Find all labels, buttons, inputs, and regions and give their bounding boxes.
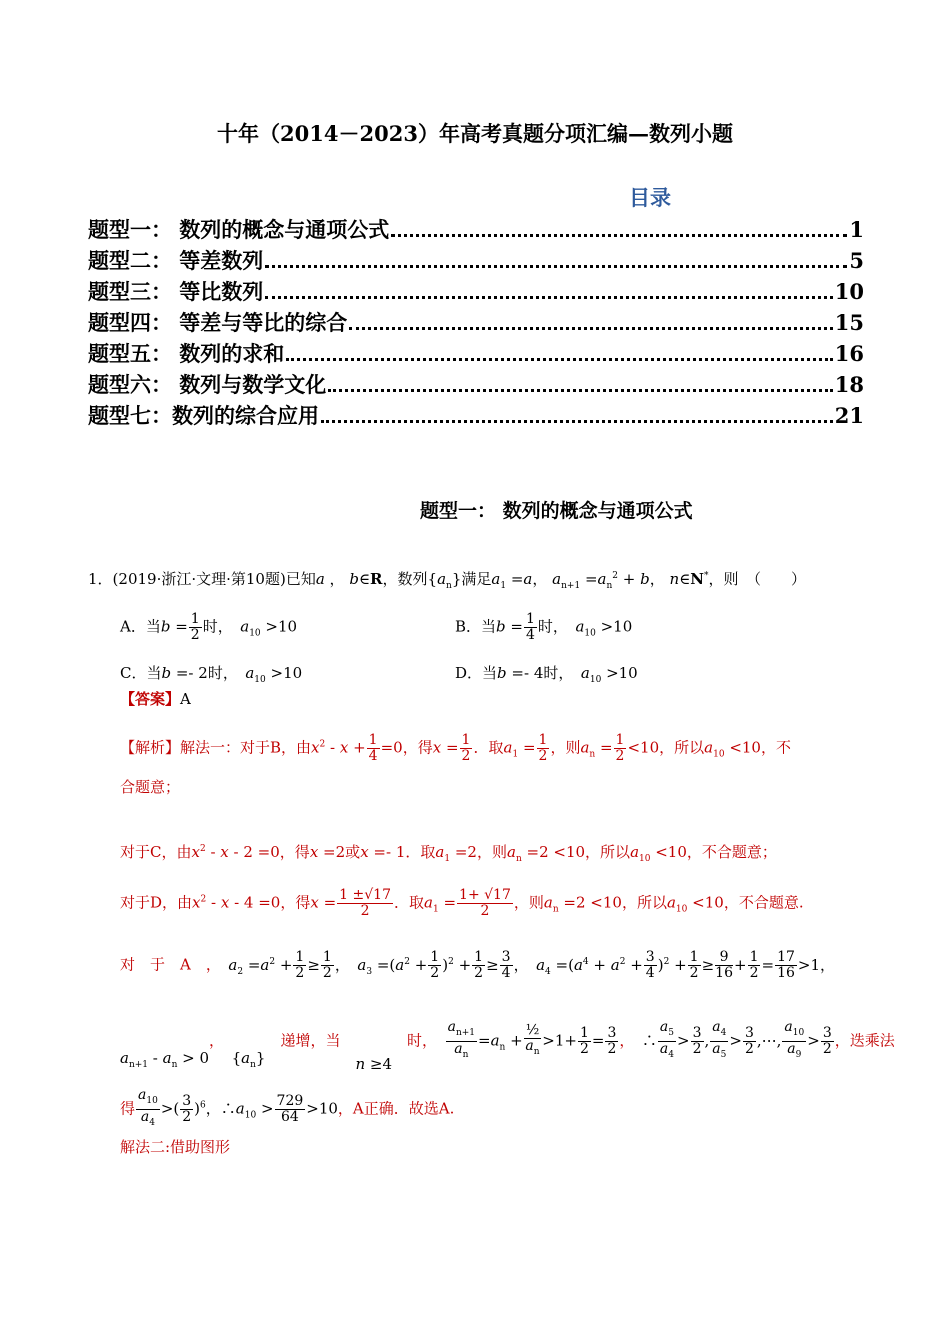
section-title: 题型一： 数列的概念与通项公式 — [420, 500, 693, 522]
analysis-increasing: $a_{n+1} - a_n > 0$， $\{a_n\}$ 递增，当 n ≥4 时， $\frac{a_{n+1}}{a_n}$ $=a_n$ + $\frac{\text{½}}{a_n}$ >1+ $\frac{1}{2}$ = $\frac{3}{2}$ ， ∴ $\frac{a_5}{a_4}$ > $\frac{3}{2}$ , $\frac{a_4}{a_5}$ > $\frac{3}{2}$ ,⋯, $\frac{a_{10}}{a_9}$ > $\frac{3}{2}$ ，迭乘法 — [120, 1019, 895, 1074]
toc-entry[interactable]: 题型四： 等差与等比的综合 15 — [88, 310, 864, 335]
toc-heading[interactable]: 目录 — [629, 185, 671, 210]
analysis-d: 对于D，由$x^2 - x - 4 =0$，得x = $\frac{1 \pm√17}{2}$ ．取$a_1$ = $\frac{1+ √17}{2}$ ，则$a_n =2 <10$，所以$a_{10} <10$，不合题意. — [120, 887, 804, 919]
toc-entry[interactable]: 题型五： 数列的求和 16 — [88, 341, 864, 366]
answer: 【答案】A — [120, 690, 191, 708]
analysis-c: 对于C，由$x^2 - x - 2 =0$，得x =2或x =- 1．取$a_1 =2$，则$a_n =2 <10$，所以$a_{10} <10$，不合题意； — [120, 843, 777, 864]
toc-entry[interactable]: 题型七：数列的综合应用 21 — [88, 403, 864, 428]
analysis-line-1b: 合题意； — [120, 778, 181, 796]
analysis-a: 对 于 A ， $a_2 =a^2$ + $\frac{1}{2}$ ≥ $\frac{1}{2}$ ， $a_3 =(a^2$ + $\frac{1}{2}$ )$^2$ + $\frac{1}{2}$ ≥ $\frac{3}{4}$ ， $a_4 =(a^4 + a^2$ + $\frac{3}{4}$ )$^2$ + $\frac{1}{2}$ ≥ $\frac{9}{16}$ + $\frac{1}{2}$ = $\frac{17}{16}$ >1， — [120, 949, 836, 981]
analysis-line-1: 【解析】解法一：对于B，由$x^2$ - x + $\frac{1}{4}$ =0，得x = $\frac{1}{2}$ ．取$a_1$ = $\frac{1}{2}$ ，则$a_n$ = $\frac{1}{2}$ <10，所以$a_{10} <10$，不 — [120, 732, 791, 764]
option-c[interactable]: C．当b =- 2时， $a_{10} >10$ — [120, 664, 303, 685]
toc-entry[interactable]: 题型三： 等比数列 10 — [88, 279, 864, 304]
toc-entry[interactable]: 题型六： 数列与数学文化 18 — [88, 372, 864, 397]
option-a[interactable]: A．当b = $\frac{1}{2}$ 时， $a_{10} >10$ — [120, 611, 298, 643]
question-stem: 1．(2019·浙江·文理·第10题)已知a ， b∈R，数列$\{a_n\}$满足$a_1 =a$， $a_{n+1} =a_n^2 + b$， n∈N*，则 （ ） — [88, 570, 807, 591]
method-two: 解法二:借助图形 — [120, 1138, 231, 1156]
toc-entry[interactable]: 题型一： 数列的概念与通项公式 1 — [88, 217, 864, 242]
document-title: 十年（2014－2023）年高考真题分项汇编—数列小题 — [217, 121, 733, 146]
analysis-result: 得 $\frac{a_{10}}{a_4}$ >( $\frac{3}{2}$ )$^6$，$\therefore a_{10}$ > $\frac{729}{64}$ >10，A正确．故选A. — [120, 1087, 455, 1128]
option-b[interactable]: B．当b = $\frac{1}{4}$ 时， $a_{10} >10$ — [455, 611, 633, 643]
toc-entry[interactable]: 题型二： 等差数列 5 — [88, 248, 864, 273]
table-of-contents — [88, 214, 864, 431]
option-d[interactable]: D．当b =- 4时， $a_{10} >10$ — [455, 664, 638, 685]
